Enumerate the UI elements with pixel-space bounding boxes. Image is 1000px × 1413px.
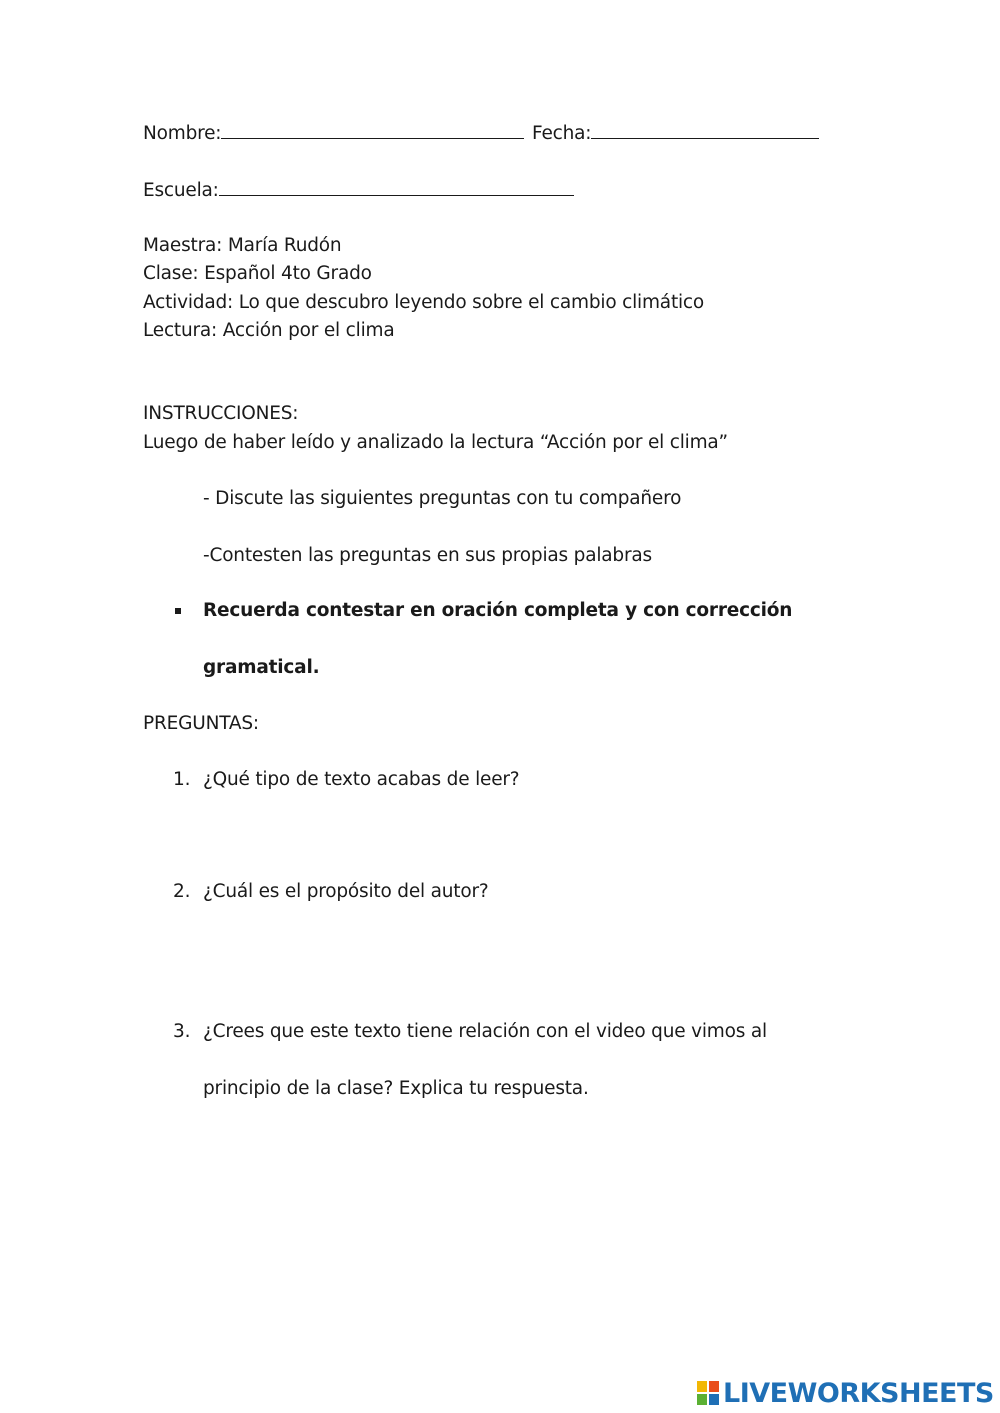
clase-text: Clase: Español 4to Grado [143, 263, 372, 284]
questions-heading: PREGUNTAS: [143, 713, 259, 734]
note-line-1: Recuerda contestar en oración completa y con corrección [203, 600, 793, 621]
escuela-row [143, 178, 574, 203]
liveworksheets-logo-icon [697, 1381, 721, 1407]
lectura-text: Lectura: Acción por el clima [143, 320, 395, 341]
nombre-row [143, 121, 819, 146]
nombre-answer-line[interactable] [221, 121, 524, 139]
instructions-intro: Luego de haber leído y analizado la lectura “Acción por el clima” [143, 432, 728, 453]
question-3-number: 3. [173, 1021, 191, 1042]
escuela-label: Escuela: [143, 180, 219, 201]
instruction-item-1: - Discute las siguientes preguntas con tu compañero [203, 488, 682, 509]
nombre-label: Nombre: [143, 123, 222, 144]
escuela-answer-line[interactable] [219, 178, 574, 196]
instructions-heading: INSTRUCCIONES: [143, 403, 299, 424]
actividad-text: Actividad: Lo que descubro leyendo sobre el cambio climático [143, 292, 705, 313]
question-3-line-1: ¿Crees que este texto tiene relación con el video que vimos al [203, 1021, 767, 1042]
note-line-2: gramatical. [203, 657, 320, 678]
maestra-text: Maestra: María Rudón [143, 235, 342, 256]
instruction-item-2: -Contesten las preguntas en sus propias palabras [203, 545, 652, 566]
question-1: ¿Qué tipo de texto acabas de leer? [203, 769, 520, 790]
question-2: ¿Cuál es el propósito del autor? [203, 881, 489, 902]
question-1-number: 1. [173, 769, 191, 790]
square-bullet-icon [175, 608, 181, 614]
fecha-label: Fecha: [532, 123, 592, 144]
liveworksheets-logo-text: LIVEWORKSHEETS [723, 1378, 994, 1409]
question-3-line-2: principio de la clase? Explica tu respuesta. [203, 1078, 589, 1099]
liveworksheets-logo [697, 1378, 994, 1410]
question-2-number: 2. [173, 881, 191, 902]
fecha-answer-line[interactable] [591, 121, 819, 139]
